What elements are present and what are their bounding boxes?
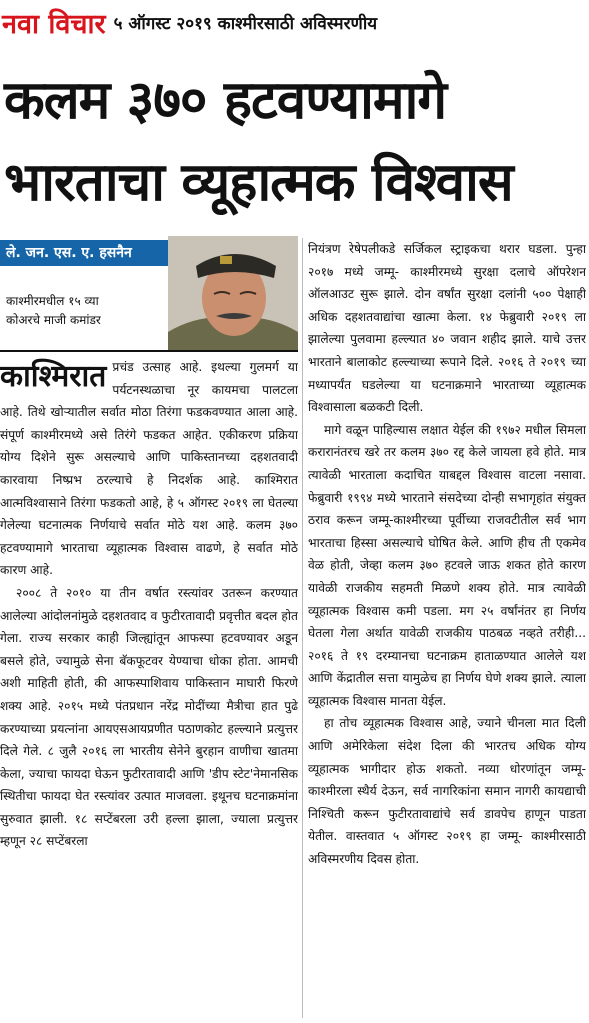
article-column-left — [0, 356, 298, 1018]
headline-line-1: कलम ३७० हटवण्यामागे — [4, 70, 447, 131]
article-paragraph: २००८ ते २०१० या तीन वर्षात रस्त्यांवर उतरून करण्यात आलेल्या आंदोलनांमुळे दहशतवाद व फुटीरतावादी प्रवृत्तीत बदल होत गेला. राज्य सरकार काही जिल्ह्यांतून आफस्पा हटवण्यावर अडून बसले होते, ज्यामुळे सेना बॅकफूटवर येण्याचा धोका होता. आमची अशी माहिती होती, की आफस्पाशिवाय पाकिस्तान माघारी फिरणे शक्य आहे. २०१५ मध्ये पंतप्रधान नरेंद्र मोदींच्या मैत्रीचा हात पुढे करण्याच्या प्रयत्नांना आयएसआयप्रणीत पठाणकोट हल्ल्याने प्रत्युत्तर दिले गेले. ८ जुलै २०१६ ला भारतीय सेनेने बुरहान वाणीचा खातमा केला, ज्याचा फायदा घेऊन फुटीरतावादी आणि 'डीप स्टेट'नेमानसिक स्थितीचा फायदा घेत रस्त्यांवर उत्पात माजवला. इथूनच घटनाक्रमांना सुरुवात झाली. १८ सप्टेंबरला उरी हल्ला झाला, ज्याला प्रत्युत्तर म्हणून २८ सप्टेंबरला — [0, 585, 298, 849]
author-desc-line-1: काश्मीरमधील १५ व्या — [6, 294, 99, 308]
section-kicker: ५ ऑगस्ट २०१९ काश्मीरसाठी अविस्मरणीय — [113, 13, 378, 34]
section-banner — [0, 0, 589, 44]
author-box — [0, 236, 298, 352]
section-brand: नवा विचार — [2, 8, 106, 40]
headline-line-2: भारताचा व्यूहात्मक विश्वास — [4, 152, 513, 213]
author-portrait-photo — [168, 236, 298, 350]
author-name: ले. जन. एस. ए. हसनैन — [0, 240, 168, 266]
dateline: काश्मिरात — [0, 359, 107, 394]
article-paragraph-text: प्रचंड उत्साह आहे. इथल्या गुलमर्ग या पर्यटनस्थळाचा नूर कायमचा पालटला आहे. तिथे खोऱ्यातील सर्वात मोठा तिरंगा फडकवण्यात आला आहे. संपूर्ण काश्मीरमध्ये असे तिरंगे फडकत आहेत. एकीकरण प्रक्रिया योग्य दिशेने सुरू असल्याचे आणि पाकिस्तानच्या दहशतवादी कारवाया निष्प्रभ ठरल्याचे हे निदर्शक आहे. काश्मिरात आत्मविश्वासाने तिरंगा फडकतो आहे, हे ५ ऑगस्ट २०१९ ला घेतल्या गेलेल्या घटनात्मक निर्णयाचे सर्वात मोठे यश आहे. कलम ३७० हटवण्यामागे भारताचा व्यूहात्मक विश्वास वाढणे, हे सर्वात मोठे कारण आहे. — [0, 360, 298, 578]
article-paragraph — [0, 356, 298, 582]
headline — [4, 60, 584, 224]
column-divider — [302, 238, 303, 1018]
article-paragraph: नियंत्रण रेषेपलीकडे सर्जिकल स्ट्राइकचा थरार घडला. पुन्हा २०१७ मध्ये जम्मू- काश्मीरमध्ये सुरक्षा दलाचे ऑपरेशन ऑलआउट सुरू झाले. दोन वर्षांत सुरक्षा दलांनी ५०० पेक्षाही अधिक दहशतवाद्यांचा खात्मा केला. १४ फेब्रुवारी २०१९ ला झालेल्या पुलवामा हल्ल्यात ४० जवान शहीद झाले. याचे उत्तर भारताने बालाकोट हल्ल्याच्या रूपाने दिले. २०१६ ते २०१९ च्या मध्यापर्यंत घडलेल्या या घटनाक्रमाने भारताच्या व्यूहात्मक विश्वासाला बळकटी दिली. — [308, 242, 586, 415]
article-paragraph: हा तोच व्यूहात्मक विश्वास आहे, ज्याने चीनला मात दिली आणि अमेरिकेला संदेश दिला की भारतच अधिक योग्य व्यूहात्मक भागीदार होऊ शकतो. नव्या धोरणांतून जम्मू-काश्मीरला स्थैर्य देऊन, सर्व नागरिकांना समान नागरी कायद्याची निश्चिती करून फुटीरतावाद्यांचे सर्व डावपेच हाणून पाडता येतील. वास्तवात ५ ऑगस्ट २०१९ हा जम्मू- काश्मीरसाठी अविस्मरणीय दिवस होता. — [308, 716, 586, 867]
author-desc-line-2: कोअरचे माजी कमांडर — [6, 313, 101, 327]
article-paragraph: मागे वळून पाहिल्यास लक्षात येईल की १९७२ मधील सिमला करारानंतरच खरे तर कलम ३७० रद्द केले जायला हवे होते. मात्र त्यावेळी भारताला कदाचित याबद्दल विश्वास वाटला नसावा. फेब्रुवारी १९९४ मध्ये भारताने संसदेच्या दोन्ही सभागृहांत संयुक्त ठराव करून जम्मू-काश्मीरच्या पूर्वीच्या राजवटीतील सर्व भाग भारताचा हिस्सा असल्याचे घोषित केले. आणि हीच ती एकमेव वेळ होती, जेव्हा कलम ३७० हटवले जाऊ शकत होते कारण यावेळी राजकीय सहमती मिळणे शक्य होते. मात्र त्यावेळी व्यूहात्मक विश्वास कमी पडला. मग २५ वर्षांनंतर हा निर्णय घेतला गेला अर्थात यावेळी राजकीय पाठबळ नव्हते तरीही... २०१६ ते १९ दरम्यानचा घटनाक्रम हाताळण्यात आलेले यश आणि केंद्रातील सत्ता यामुळेच हा निर्णय घेणे शक्य झाले. त्याला व्यूहात्मक विश्वास मानता येईल. — [308, 422, 586, 708]
article-column-right — [308, 238, 586, 1018]
author-description — [6, 292, 164, 330]
